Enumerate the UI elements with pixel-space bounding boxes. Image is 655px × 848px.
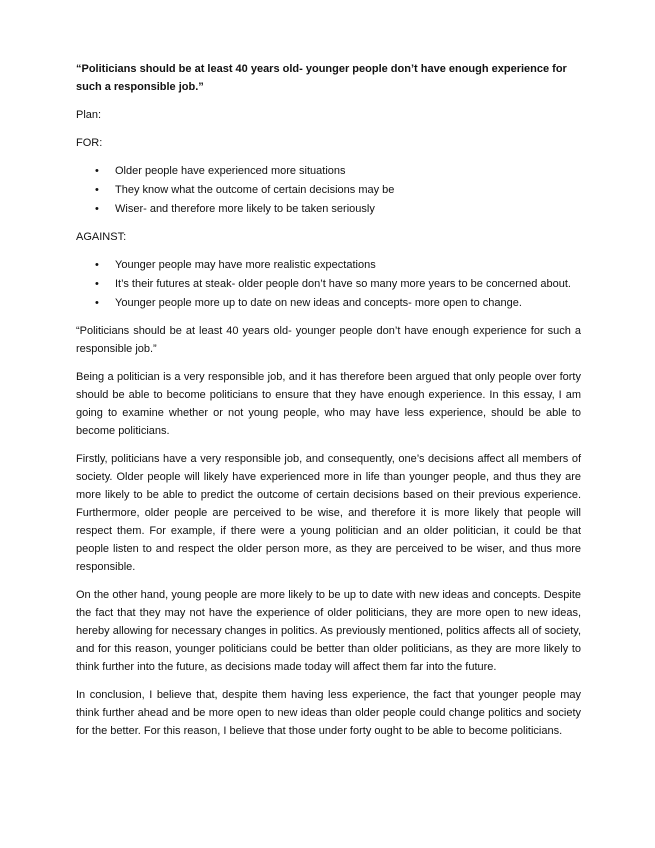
list-item: [76, 275, 581, 293]
bullet-icon: •: [95, 184, 99, 196]
essay-title: “Politicians should be at least 40 years old- younger people don’t have enough experience for such a responsible job.”: [76, 325, 581, 355]
essay-paragraph: In conclusion, I believe that, despite them having less experience, the fact that younger people may think further ahead and be more open to new ideas than older people could change politics and society for the better. For this reason, I believe that those under forty ought to be able to become politicians.: [76, 689, 581, 737]
list-item: [76, 162, 581, 180]
list-item: [76, 181, 581, 199]
list-item: [76, 294, 581, 312]
list-item-text: It’s their futures at steak- older people don’t have so many more years to be concerned about.: [115, 278, 571, 290]
list-item-text: Younger people may have more realistic expectations: [115, 259, 376, 271]
list-item-text: They know what the outcome of certain decisions may be: [115, 184, 395, 196]
essay-paragraph: On the other hand, young people are more likely to be up to date with new ideas and concepts. Despite the fact that they may not have the experience of older politicians, they are more open to new ideas, hereby allowing for necessary changes in politics. As previously mentioned, politics affects all of society, and for this reason, younger politicians could be better than older politicians, as they are more likely to think further into the future, as decisions made today will affect them far into the future.: [76, 589, 581, 673]
document-page: [76, 60, 581, 750]
plan-label: Plan:: [76, 109, 102, 121]
list-item: [76, 200, 581, 218]
bullet-icon: •: [95, 278, 99, 290]
bullet-icon: •: [95, 203, 99, 215]
essay-paragraph: Being a politician is a very responsible job, and it has therefore been argued that only people over forty should be able to become politicians to ensure that they have enough experience. In this essay, I am going to examine whether or not young people, who may have less experience, should be able to become politicians.: [76, 371, 581, 437]
list-item-text: Wiser- and therefore more likely to be taken seriously: [115, 203, 375, 215]
list-item: [76, 256, 581, 274]
for-label: FOR:: [76, 137, 103, 149]
against-label: AGAINST:: [76, 231, 127, 243]
for-list: [76, 162, 581, 218]
list-item-text: Older people have experienced more situations: [115, 165, 346, 177]
against-list: [76, 256, 581, 312]
list-item-text: Younger people more up to date on new ideas and concepts- more open to change.: [115, 297, 522, 309]
bullet-icon: •: [95, 259, 99, 271]
bullet-icon: •: [95, 165, 99, 177]
essay-paragraph: Firstly, politicians have a very responsible job, and consequently, one’s decisions affect all members of society. Older people will likely have experienced more in life than younger people, and thus they are more likely to be able to predict the outcome of certain decisions based on their previous experience. Furthermore, older people are perceived to be wise, and therefore it is more likely that people will respect them. For example, if there were a young politician and an older politician, it could be that people listen to and respect the older person more, as they are perceived to be wiser, and thus more responsible.: [76, 453, 581, 573]
bullet-icon: •: [95, 297, 99, 309]
document-title: “Politicians should be at least 40 years old- younger people don’t have enough experience for such a responsible job.”: [76, 63, 567, 93]
